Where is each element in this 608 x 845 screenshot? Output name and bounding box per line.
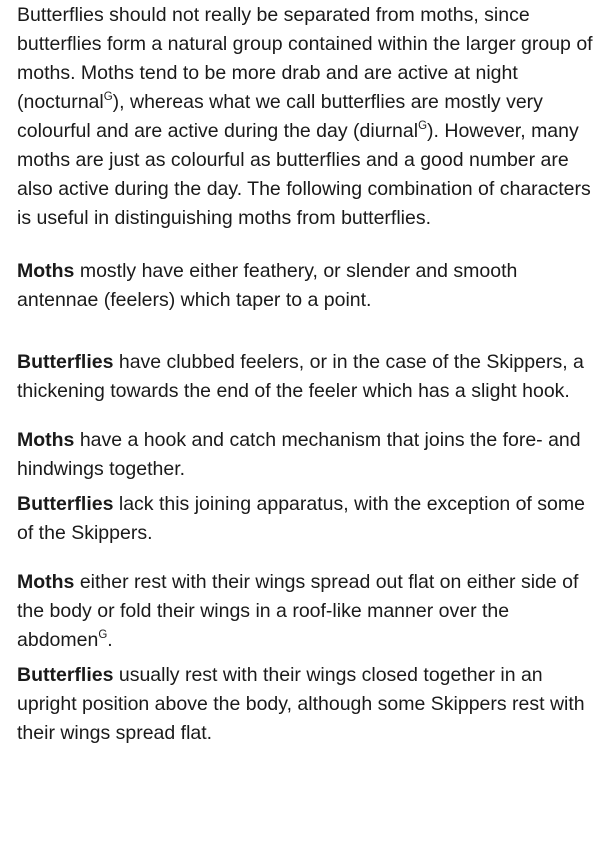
intro-text-2: ), whereas what we call butterflies are mostly very colourful and are active during the day (diurnal — [17, 91, 543, 142]
butterflies-wing-coupling-paragraph — [17, 490, 597, 548]
butterflies-label: Butterflies — [17, 493, 114, 515]
glossary-marker: G — [418, 119, 428, 132]
butterflies-resting-text: usually rest with their wings closed together in an upright position above the body, although some Skippers rest with their wings spread flat. — [17, 664, 585, 744]
moths-label: Moths — [17, 571, 75, 593]
butterflies-antennae-paragraph — [17, 348, 597, 406]
moths-resting-paragraph — [17, 568, 597, 655]
moths-resting-end: . — [107, 629, 113, 651]
butterflies-wing-coupling-text: lack this joining apparatus, with the exception of some of the Skippers. — [17, 493, 585, 544]
document-page — [17, 0, 597, 748]
butterflies-antennae-text: have clubbed feelers, or in the case of the Skippers, a thickening towards the end of the feeler which has a slight hook. — [17, 351, 584, 402]
moths-resting-text: either rest with their wings spread out flat on either side of the body or fold their wings in a roof-like manner over the abdomen — [17, 571, 579, 651]
butterflies-resting-paragraph — [17, 661, 597, 748]
intro-text-1: Butterflies should not really be separated from moths, since butterflies form a natural group contained within the larger group of moths. Moths tend to be more drab and are active at night (nocturnal — [17, 4, 593, 113]
butterflies-label: Butterflies — [17, 664, 114, 686]
moths-wing-coupling-paragraph — [17, 426, 597, 484]
glossary-marker: G — [103, 90, 113, 103]
butterflies-label: Butterflies — [17, 351, 114, 373]
intro-text-3: ). However, many moths are just as colourful as butterflies and a good number are also active during the day. The following combination of characters is useful in distinguishing moths from butterflies. — [17, 120, 591, 229]
moths-label: Moths — [17, 429, 75, 451]
moths-antennae-text: mostly have either feathery, or slender and smooth antennae (feelers) which taper to a point. — [17, 260, 518, 311]
moths-wing-coupling-text: have a hook and catch mechanism that joins the fore- and hindwings together. — [17, 429, 581, 480]
moths-label: Moths — [17, 260, 75, 282]
intro-paragraph — [17, 1, 597, 233]
moths-antennae-paragraph — [17, 257, 597, 315]
glossary-marker: G — [98, 628, 108, 641]
